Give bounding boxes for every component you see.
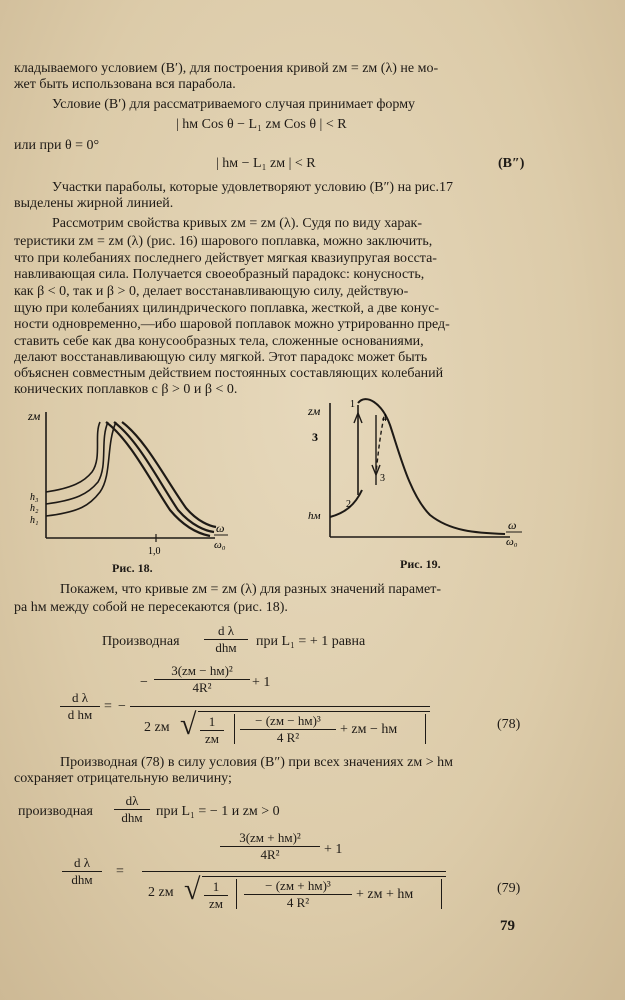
eq78-den-inner-bot: 4 R² bbox=[240, 729, 336, 746]
eq79-den-sqrt-bot: zм bbox=[204, 895, 228, 912]
eq78-lhs bbox=[60, 690, 100, 723]
text-line-19: Покажем, что кривые zм = zм (λ) для разных значений парамет- bbox=[60, 582, 442, 597]
eq78-num-frac-bot: 4R² bbox=[154, 679, 250, 696]
eq78-num-minus: − bbox=[140, 675, 148, 690]
eq79-den-inner-frac bbox=[244, 878, 352, 911]
text-line-15: ставить себе как два конусообразных тела, сложенные основаниями, bbox=[14, 334, 424, 349]
eq78-den-tail: + zм − hм bbox=[340, 722, 398, 737]
eq79-den-sqrt-frac bbox=[204, 879, 228, 912]
text-line-18: конических поплавков с β > 0 и β < 0. bbox=[14, 382, 238, 397]
fig18-x-label-den: ω₀ bbox=[214, 539, 226, 551]
condition-b-prime: | hм Cos θ − L₁ zм Cos θ | < R bbox=[176, 117, 347, 132]
eq78-num-frac bbox=[154, 663, 250, 696]
fig19-point-3: 3 bbox=[380, 473, 385, 484]
fig18-label-h3: h₃ bbox=[30, 492, 39, 503]
fig18-curve-2 bbox=[46, 422, 108, 504]
text-line-1: кладываемого условием (B′), для построения кривой zм = zм (λ) не мо- bbox=[14, 61, 439, 76]
fig19-caption: Рис. 19. bbox=[400, 557, 441, 571]
fig19-mark-3: 3 bbox=[312, 430, 318, 444]
eq78-den-sqrt-bot: zм bbox=[200, 730, 224, 747]
eq79-den-sqrt-top: 1 bbox=[212, 879, 220, 894]
page-number: 79 bbox=[500, 918, 515, 934]
condition-b-double-prime: | hм − L₁ zм | < R bbox=[216, 156, 316, 171]
text-line-9: теристики zм = zм (λ) (рис. 16) шарового поплавка, можно заключить, bbox=[14, 234, 433, 249]
fig19-dashed-back bbox=[376, 417, 384, 473]
eq78-lhs-den: d hм bbox=[60, 706, 100, 723]
eq78-den-sqrt-frac bbox=[200, 714, 224, 747]
fig19-point-2: 2 bbox=[346, 499, 351, 510]
fig18-x-label-num: ω bbox=[216, 521, 225, 535]
eq79-intro-frac-den: dhм bbox=[114, 809, 150, 826]
eq79-intro-frac-num: dλ bbox=[125, 793, 139, 808]
text-line-2: жет быть использована вся парабола. bbox=[14, 77, 236, 92]
fig18-curve-5 bbox=[114, 422, 214, 532]
fig18-x-tick-label: 1,0 bbox=[148, 546, 161, 557]
text-line-22: сохраняет отрицательную величину; bbox=[14, 771, 232, 786]
eq79-sqrt-sign: √ bbox=[184, 873, 201, 906]
eq78-den-sqrt-top: 1 bbox=[208, 714, 216, 729]
text-line-6: Участки параболы, которые удовлетворяют условию (B″) на рис.17 bbox=[52, 180, 454, 195]
text-line-3: Условие (B′) для рассматриваемого случая принимает форму bbox=[52, 97, 416, 112]
fig18-label-h2: h₂ bbox=[30, 503, 39, 514]
eq78-equals: = bbox=[104, 699, 112, 714]
fig18-curve-6 bbox=[122, 422, 216, 527]
eq79-intro: производная bbox=[18, 804, 93, 819]
fig19-point-4: 4 bbox=[382, 413, 387, 424]
eq79-den-inner-top: − (zм + hм)³ bbox=[265, 878, 331, 893]
eq79-num-frac-top: 3(zм + hм)² bbox=[239, 830, 301, 845]
fig19-x-label-den: ω₀ bbox=[506, 536, 518, 548]
eq79-num-plus: + 1 bbox=[324, 842, 343, 857]
eq79-lhs bbox=[62, 855, 102, 888]
eq78-den-inner-top: − (zм − hм)³ bbox=[255, 713, 321, 728]
eq79-sqrt-bar bbox=[202, 876, 446, 877]
eq78-intro-frac-den: dhм bbox=[204, 639, 248, 656]
text-line-11: навливающая сила. Получается своеобразный парадокс: конусность, bbox=[14, 267, 425, 282]
text-line-7: выделены жирной линией. bbox=[14, 196, 174, 211]
eq78-intro: Производная bbox=[102, 634, 180, 649]
fig18-caption: Рис. 18. bbox=[112, 561, 153, 575]
text-line-13: щую при колебаниях цилиндрического поплавка, жесткой, а две конус- bbox=[14, 301, 440, 316]
label-b-double-prime: (B″) bbox=[498, 156, 525, 171]
eq79-main-bar bbox=[142, 871, 446, 872]
eq79-num-frac bbox=[220, 830, 320, 863]
text-line-17: объяснен совместным действием постоянных составляющих колебаний bbox=[14, 366, 444, 381]
eq78-den-prefix: 2 zм bbox=[144, 720, 170, 735]
eq78-main-bar bbox=[130, 706, 430, 707]
eq79-lhs-den: dhм bbox=[62, 871, 102, 888]
text-line-12: как β < 0, так и β > 0, делает восстанавливающую силу, действую- bbox=[14, 284, 409, 299]
eq78-intro-frac-num: d λ bbox=[217, 623, 235, 638]
eq79-den-prefix: 2 zм bbox=[148, 885, 174, 900]
fig18-curve-3 bbox=[46, 422, 100, 492]
eq79-lhs-num: d λ bbox=[73, 855, 91, 870]
text-line-10: что при колебаниях последнего действует мягкая квазиупругая восста- bbox=[14, 251, 437, 266]
text-line-theta: или при θ = 0° bbox=[14, 138, 100, 153]
figure-18 bbox=[10, 400, 240, 575]
eq78-number: (78) bbox=[497, 717, 521, 732]
eq78-sqrt-bar bbox=[198, 711, 430, 712]
eq78-sqrt-sign: √ bbox=[180, 708, 197, 741]
eq78-intro-frac bbox=[204, 623, 248, 656]
eq79-num-frac-bot: 4R² bbox=[220, 846, 320, 863]
fig19-point-1: 1 bbox=[350, 399, 355, 410]
eq79-intro-cond: при L₁ = − 1 и zм > 0 bbox=[156, 804, 280, 819]
eq79-intro-frac bbox=[114, 793, 150, 826]
eq78-intro-cond: при L₁ = + 1 равна bbox=[256, 634, 366, 649]
text-line-8: Рассмотрим свойства кривых zм = zм (λ). Судя по виду харак- bbox=[52, 216, 422, 231]
eq79-den-inner-bot: 4 R² bbox=[244, 894, 352, 911]
fig19-y-label: zм bbox=[308, 404, 321, 418]
eq78-lhs-num: d λ bbox=[71, 690, 89, 705]
text-line-16: делают восстанавливающую силу мягкой. Этот парадокс может быть bbox=[14, 350, 428, 365]
eq78-den-inner-frac bbox=[240, 713, 336, 746]
fig19-x-label-num: ω bbox=[508, 518, 517, 532]
eq78-num-frac-top: 3(zм − hм)² bbox=[171, 663, 233, 678]
eq79-den-tail: + zм + hм bbox=[356, 887, 414, 902]
fig18-y-label: zм bbox=[28, 409, 41, 423]
figure-19 bbox=[300, 395, 530, 550]
eq78-num-plus: + 1 bbox=[252, 675, 271, 690]
fig19-h-label: hм bbox=[308, 510, 321, 522]
fig18-label-h1: h₁ bbox=[30, 515, 39, 526]
text-line-14: ности одновременно,—ибо шаровой поплавок можно утрированно пред- bbox=[14, 317, 450, 332]
eq79-number: (79) bbox=[497, 881, 521, 896]
text-line-21: Производная (78) в силу условия (B″) при всех значениях zм > hм bbox=[60, 755, 453, 770]
eq78-leading-minus: − bbox=[118, 699, 126, 714]
text-line-20: ра hм между собой не пересекаются (рис. 18). bbox=[14, 600, 288, 615]
eq79-equals: = bbox=[116, 864, 124, 879]
